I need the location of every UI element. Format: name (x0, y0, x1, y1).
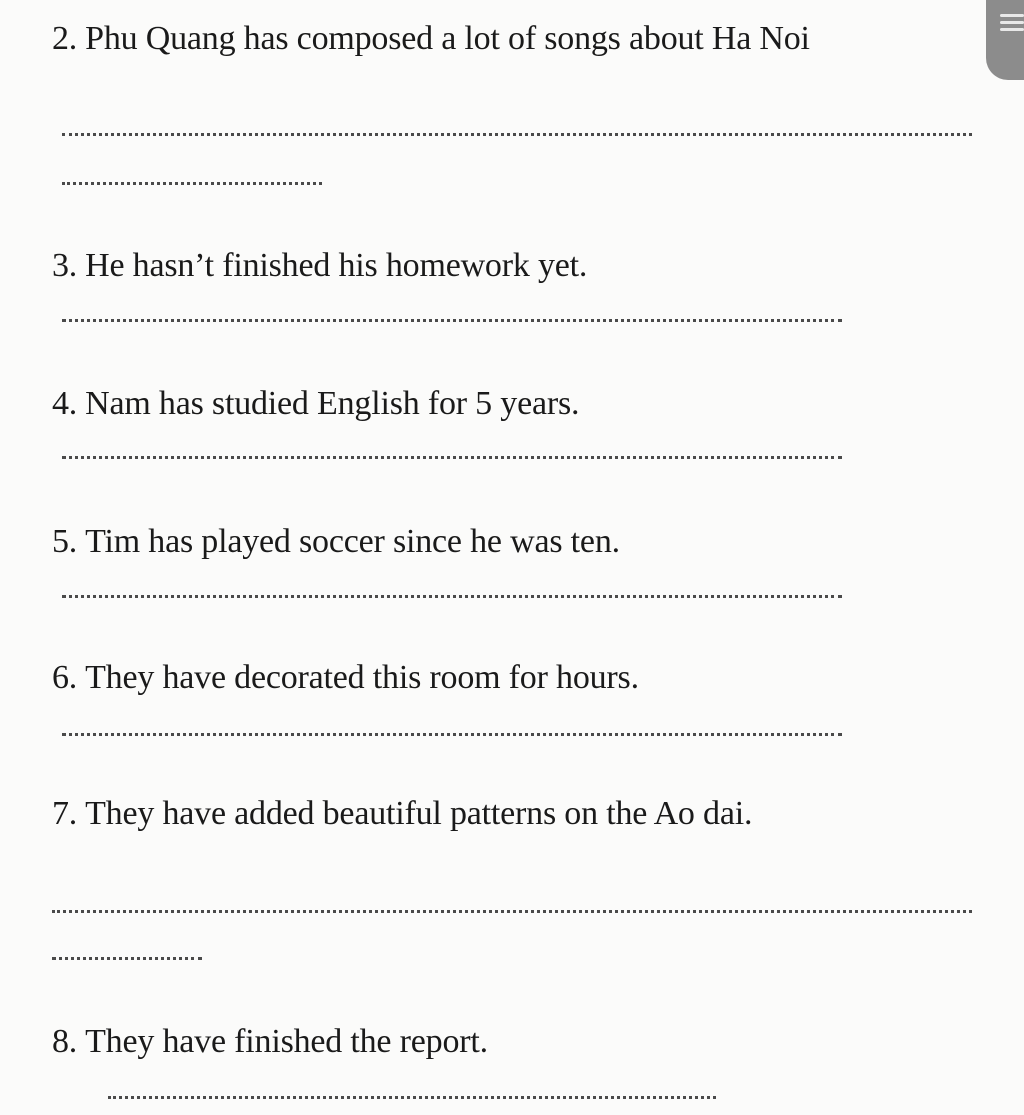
menu-bar (1000, 21, 1024, 24)
answer-line[interactable] (62, 595, 842, 598)
question-text: He hasn’t finished his homework yet. (85, 247, 588, 284)
answer-line[interactable] (52, 957, 202, 960)
answer-line[interactable] (62, 733, 842, 736)
answer-line[interactable] (108, 1096, 716, 1099)
answer-line[interactable] (62, 133, 972, 136)
question-4 (52, 387, 579, 421)
answer-line[interactable] (62, 182, 322, 185)
question-number: 7. (52, 795, 78, 832)
question-number: 3. (52, 247, 78, 284)
question-text: Tim has played soccer since he was ten. (85, 523, 620, 560)
question-5 (52, 525, 620, 559)
question-7 (52, 797, 752, 831)
menu-icon[interactable] (986, 0, 1024, 80)
menu-bar (1000, 28, 1024, 31)
question-3 (52, 249, 587, 283)
question-text: They have added beautiful patterns on the Ao dai. (85, 795, 753, 832)
question-number: 2. (52, 20, 78, 57)
question-number: 6. (52, 659, 78, 696)
question-8 (52, 1025, 488, 1059)
question-6 (52, 661, 639, 695)
answer-line[interactable] (62, 456, 842, 459)
question-text: Phu Quang has composed a lot of songs about Ha Noi (85, 20, 810, 57)
answer-line[interactable] (52, 910, 972, 913)
question-number: 8. (52, 1023, 78, 1060)
answer-line[interactable] (62, 319, 842, 322)
question-text: Nam has studied English for 5 years. (85, 385, 580, 422)
menu-bar (1000, 14, 1024, 17)
question-number: 5. (52, 523, 78, 560)
question-2 (52, 22, 810, 56)
question-text: They have decorated this room for hours. (85, 659, 639, 696)
question-number: 4. (52, 385, 78, 422)
question-text: They have finished the report. (85, 1023, 488, 1060)
